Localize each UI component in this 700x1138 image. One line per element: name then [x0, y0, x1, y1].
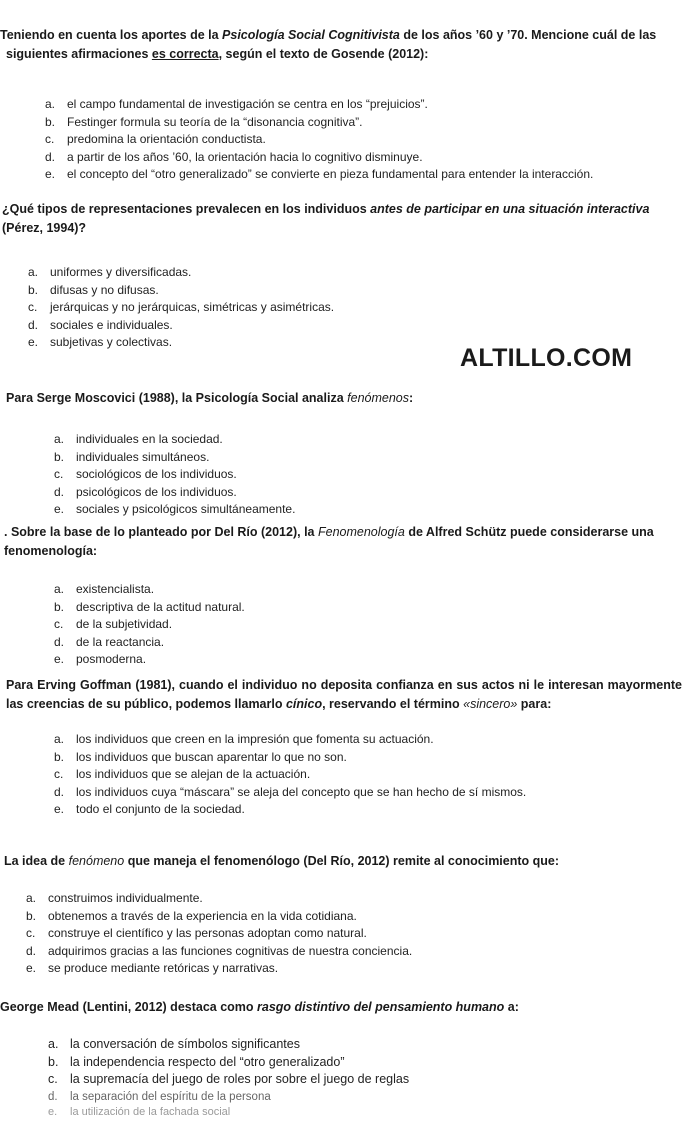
option-text: la independencia respecto del “otro generalizado” [70, 1054, 345, 1069]
watermark-logo: ALTILLO.COM [460, 344, 633, 372]
option-letter: c. [54, 467, 64, 482]
stem-emphasis: fenómeno [68, 854, 125, 868]
option-text: todo el conjunto de la sociedad. [76, 802, 245, 817]
stem-text: : [409, 391, 414, 405]
option-e [26, 960, 700, 978]
option-letter: d. [26, 943, 37, 958]
question-3-options [54, 431, 700, 519]
option-text: el concepto del “otro generalizado” se convierte en pieza fundamental para entender la interacción. [67, 167, 594, 182]
option-d [26, 943, 700, 961]
option-d [28, 317, 700, 335]
question-6-options [26, 890, 700, 978]
stem-text: La idea de [4, 854, 69, 868]
option-c [28, 299, 700, 317]
option-d [48, 1089, 700, 1107]
option-letter: a. [54, 432, 65, 446]
stem-emphasis: rasgo distintivo del pensamiento humano [257, 1000, 505, 1014]
option-c [54, 466, 700, 484]
option-letter: e. [45, 167, 56, 182]
option-letter: b. [28, 282, 39, 297]
stem-text: para: [517, 697, 552, 711]
option-e [54, 651, 700, 669]
option-d [54, 484, 700, 502]
option-letter: e. [54, 502, 65, 517]
stem-emphasis: Psicología Social Cognitivista [222, 28, 400, 42]
question-3 [0, 389, 700, 519]
option-letter: d. [54, 484, 65, 499]
option-letter: c. [26, 926, 36, 941]
option-text: se produce mediante retóricas y narrativas. [48, 961, 279, 976]
stem-text: ¿Qué tipos de representaciones prevalecen en los individuos [2, 202, 371, 216]
option-a [54, 731, 700, 749]
option-text: obtenemos a través de la experiencia en la vida cotidiana. [48, 908, 357, 923]
option-e [54, 801, 700, 819]
option-a [26, 890, 700, 908]
option-letter: c. [28, 300, 38, 315]
question-3-stem [0, 389, 700, 408]
question-7-stem [0, 998, 700, 1017]
option-letter: c. [54, 617, 64, 632]
option-letter: e. [54, 652, 65, 667]
option-e [48, 1106, 700, 1118]
stem-text: George Mead (Lentini, 2012) destaca como [0, 1000, 258, 1014]
question-4 [0, 523, 700, 669]
option-e [28, 334, 700, 352]
option-a [48, 1036, 700, 1054]
option-text: la supremacía del juego de roles por sobre el juego de reglas [70, 1072, 410, 1087]
option-c [54, 766, 700, 784]
question-4-options [54, 581, 700, 669]
option-text: sociológicos de los individuos. [76, 467, 237, 482]
option-text: de la subjetividad. [76, 617, 173, 632]
stem-emphasis: fenómenos [347, 391, 409, 405]
option-b [54, 449, 700, 467]
option-b [28, 282, 700, 300]
option-b [26, 908, 700, 926]
option-text: descriptiva de la actitud natural. [76, 599, 245, 614]
option-text: la utilización de la fachada social [70, 1106, 231, 1119]
option-text: predomina la orientación conductista. [67, 132, 266, 147]
option-letter: d. [48, 1090, 58, 1103]
option-text: uniformes y diversificadas. [50, 265, 192, 279]
option-letter: b. [54, 449, 65, 464]
stem-text: . Sobre la base de lo planteado por Del Río (2012), la [4, 525, 318, 539]
option-letter: c. [48, 1072, 58, 1087]
option-text: sociales e individuales. [50, 317, 173, 332]
option-letter: b. [48, 1054, 59, 1069]
option-e [54, 501, 700, 519]
option-letter: e. [26, 961, 37, 976]
option-e [45, 166, 700, 184]
question-1 [0, 26, 700, 184]
stem-emphasis: «sincero» [463, 697, 518, 711]
question-6 [0, 852, 700, 978]
option-letter: d. [28, 317, 39, 332]
option-text: de la reactancia. [76, 634, 165, 649]
option-b [54, 749, 700, 767]
stem-emphasis: cínico [285, 697, 323, 711]
option-a [54, 581, 700, 599]
option-letter: e. [48, 1106, 58, 1119]
option-letter: b. [26, 908, 37, 923]
question-1-options [45, 96, 700, 184]
question-5-options [54, 731, 700, 819]
stem-emphasis: antes de participar en una situación interactiva [370, 202, 650, 216]
option-text: individuales en la sociedad. [76, 432, 223, 446]
stem-text: que maneja el fenomenólogo (Del Río, 2012) remite al conocimiento que: [124, 854, 560, 868]
option-text: construye el científico y las personas adoptan como natural. [48, 926, 367, 941]
option-text: jerárquicas y no jerárquicas, simétricas y asimétricas. [50, 300, 335, 315]
stem-text: Teniendo en cuenta los aportes de la [0, 28, 223, 42]
question-2 [0, 200, 700, 352]
option-text: la conversación de símbolos significantes [70, 1037, 300, 1051]
option-text: el campo fundamental de investigación se centra en los “prejuicios”. [67, 97, 428, 111]
option-text: posmoderna. [76, 652, 147, 667]
option-a [45, 96, 700, 114]
stem-emphasis: Fenomenología [317, 525, 405, 539]
stem-text: de Alfred Schütz puede considerarse una fenomenología: [4, 525, 654, 558]
option-text: individuales simultáneos. [76, 449, 210, 464]
option-letter: c. [54, 767, 64, 782]
option-b [54, 599, 700, 617]
option-text: los individuos cuya “máscara” se aleja del concepto que se han hecho de sí mismos. [76, 784, 527, 799]
question-2-options [28, 264, 700, 352]
option-letter: a. [45, 97, 56, 111]
option-text: adquirimos gracias a las funciones cognitivas de nuestra conciencia. [48, 943, 413, 958]
option-letter: a. [28, 265, 39, 279]
option-letter: e. [28, 335, 39, 350]
question-4-stem [0, 523, 700, 561]
option-c [26, 925, 700, 943]
question-6-stem [0, 852, 700, 871]
stem-text: Para Serge Moscovici (1988), la Psicología Social analiza [6, 391, 348, 405]
option-letter: d. [45, 149, 56, 164]
option-c [54, 616, 700, 634]
option-letter: e. [54, 802, 65, 817]
option-text: a partir de los años ’60, la orientación hacia lo cognitivo disminuye. [67, 149, 423, 164]
option-d [45, 149, 700, 167]
option-d [54, 784, 700, 802]
option-text: psicológicos de los individuos. [76, 484, 237, 499]
option-letter: a. [48, 1037, 59, 1051]
option-text: subjetivas y colectivas. [50, 335, 173, 350]
option-letter: b. [54, 599, 65, 614]
option-a [54, 431, 700, 449]
option-text: sociales y psicológicos simultáneamente. [76, 502, 296, 517]
stem-text: Para Erving Goffman (1981), cuando el individuo no deposita confianza en sus actos ni le interesan mayormente las creencias de su público, podemos llamarlo [6, 678, 682, 711]
option-text: los individuos que se alejan de la actuación. [76, 767, 311, 782]
option-text: los individuos que creen en la impresión que fomenta su actuación. [76, 732, 434, 746]
option-letter: a. [54, 732, 65, 746]
option-c [45, 131, 700, 149]
option-b [48, 1054, 700, 1072]
question-2-stem [0, 200, 700, 238]
question-1-stem [0, 26, 700, 64]
question-5 [0, 676, 700, 819]
stem-underline: es correcta [151, 47, 219, 61]
option-d [54, 634, 700, 652]
option-letter: d. [54, 634, 65, 649]
option-text: los individuos que buscan aparentar lo que no son. [76, 749, 347, 764]
option-letter: c. [45, 132, 55, 147]
option-text: difusas y no difusas. [50, 282, 159, 297]
option-b [45, 114, 700, 132]
option-text: construimos individualmente. [48, 891, 203, 905]
stem-text: (Pérez, 1994)? [2, 221, 87, 235]
option-letter: b. [54, 749, 65, 764]
option-text: Festinger formula su teoría de la “disonancia cognitiva”. [67, 114, 363, 129]
stem-text: , según el texto de Gosende (2012): [218, 47, 429, 61]
stem-text: de los años ’60 y ’70. Mencione cuál de las siguientes afirmaciones [6, 28, 657, 61]
stem-text: a: [504, 1000, 519, 1014]
option-letter: a. [26, 891, 37, 905]
question-7 [0, 998, 700, 1118]
question-7-options [48, 1036, 700, 1118]
option-a [28, 264, 700, 282]
option-c [48, 1071, 700, 1089]
option-letter: d. [54, 784, 65, 799]
option-letter: b. [45, 114, 56, 129]
option-text: la separación del espíritu de la persona [70, 1090, 271, 1103]
question-5-stem [0, 676, 700, 714]
stem-text: , reservando el término [322, 697, 464, 711]
option-text: existencialista. [76, 582, 155, 596]
option-letter: a. [54, 582, 65, 596]
